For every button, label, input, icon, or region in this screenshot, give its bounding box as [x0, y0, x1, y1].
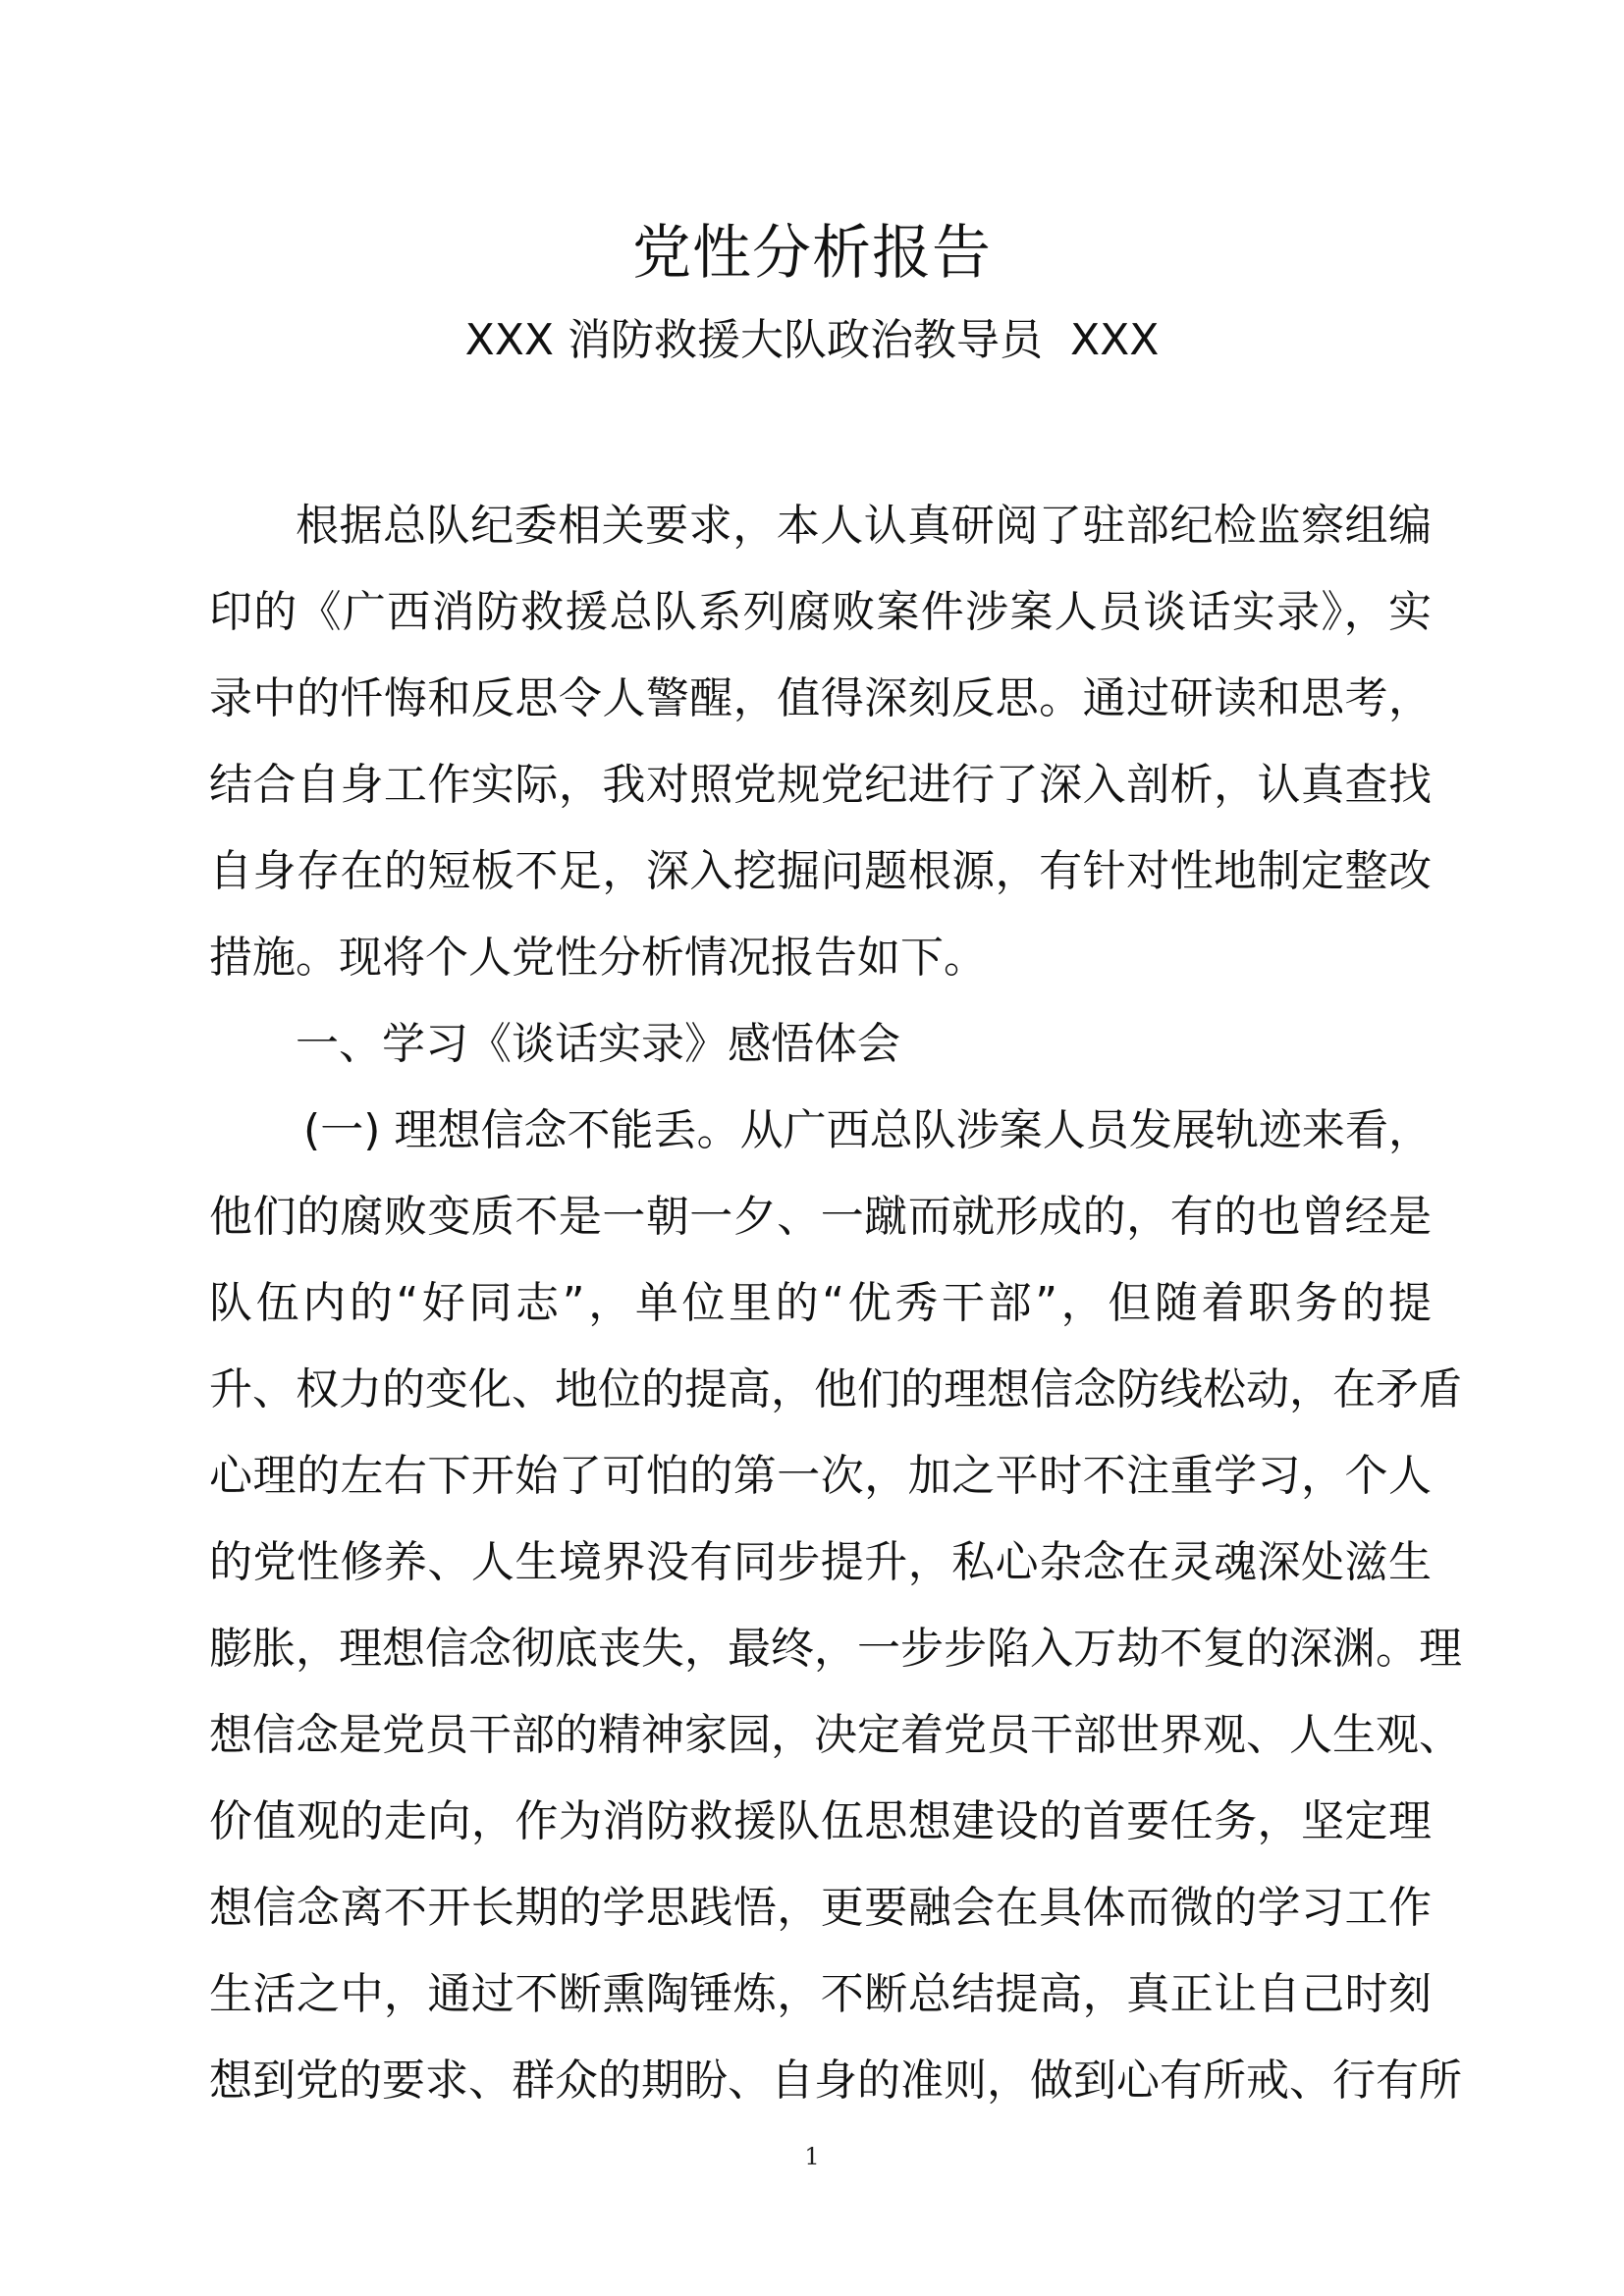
paragraph-line: 膨胀，理想信念彻底丧失，最终，一步步陷入万劫不复的深渊。理 [209, 1624, 1462, 1674]
document-title: 党性分析报告 [632, 219, 992, 288]
paragraph-line: 想信念离不开长期的学思践悟，更要融会在具体而微的学习工作 [209, 1883, 1432, 1933]
paragraph-line: 结合自身工作实际，我对照党规党纪进行了深入剖析，认真查找 [209, 760, 1432, 810]
paragraph-line: 根据总队纪委相关要求，本人认真研阅了驻部纪检监察组编 [296, 501, 1432, 551]
paragraph-line: 升、权力的变化、地位的提高，他们的理想信念防线松动，在矛盾 [209, 1364, 1462, 1415]
paragraph-line: 心理的左右下开始了可怕的第一次，加之平时不注重学习，个人 [209, 1451, 1432, 1501]
paragraph-line: 措施。现将个人党性分析情况报告如下。 [209, 933, 987, 983]
document-body [209, 483, 1462, 2124]
paragraph-introduction [209, 483, 1432, 1001]
paragraph-line: 他们的腐败变质不是一朝一夕、一蹴而就形成的，有的也曾经是 [209, 1192, 1432, 1242]
paragraph-line: (一) 理想信念不能丢。从广西总队涉案人员发展轨迹来看， [303, 1105, 1432, 1155]
paragraph-line: 想信念是党员干部的精神家园，决定着党员干部世界观、人生观、 [209, 1710, 1462, 1760]
paragraph-line: 价值观的走向，作为消防救援队伍思想建设的首要任务，坚定理 [209, 1796, 1432, 1846]
paragraph-line: 自身存在的短板不足，深入挖掘问题根源，有针对性地制定整改 [209, 846, 1432, 896]
document-subtitle: XXX 消防救援大队政治教导员 XXX [464, 315, 1160, 365]
paragraph-line: 队伍内的“好同志”，单位里的“优秀干部”，但随着职务的提 [209, 1278, 1432, 1328]
section-heading [209, 1001, 1432, 1088]
paragraph-line: 印的《广西消防救援总队系列腐败案件涉案人员谈话实录》，实 [209, 587, 1432, 637]
paragraph-line: 生活之中，通过不断熏陶锤炼，不断总结提高，真正让自己时刻 [209, 1969, 1432, 2019]
paragraph-line: 想到党的要求、群众的期盼、自身的准则，做到心有所戒、行有所 [209, 2056, 1462, 2106]
page-number: 1 [804, 2143, 820, 2170]
paragraph-line: 的党性修养、人生境界没有同步提升，私心杂念在灵魂深处滋生 [209, 1537, 1432, 1587]
paragraph-line: 录中的忏悔和反思令人警醒，值得深刻反思。通过研读和思考， [209, 673, 1432, 723]
paragraph-ideals-beliefs [209, 1088, 1462, 2124]
section-heading-text: 一、学习《谈话实录》感悟体会 [296, 1019, 900, 1069]
